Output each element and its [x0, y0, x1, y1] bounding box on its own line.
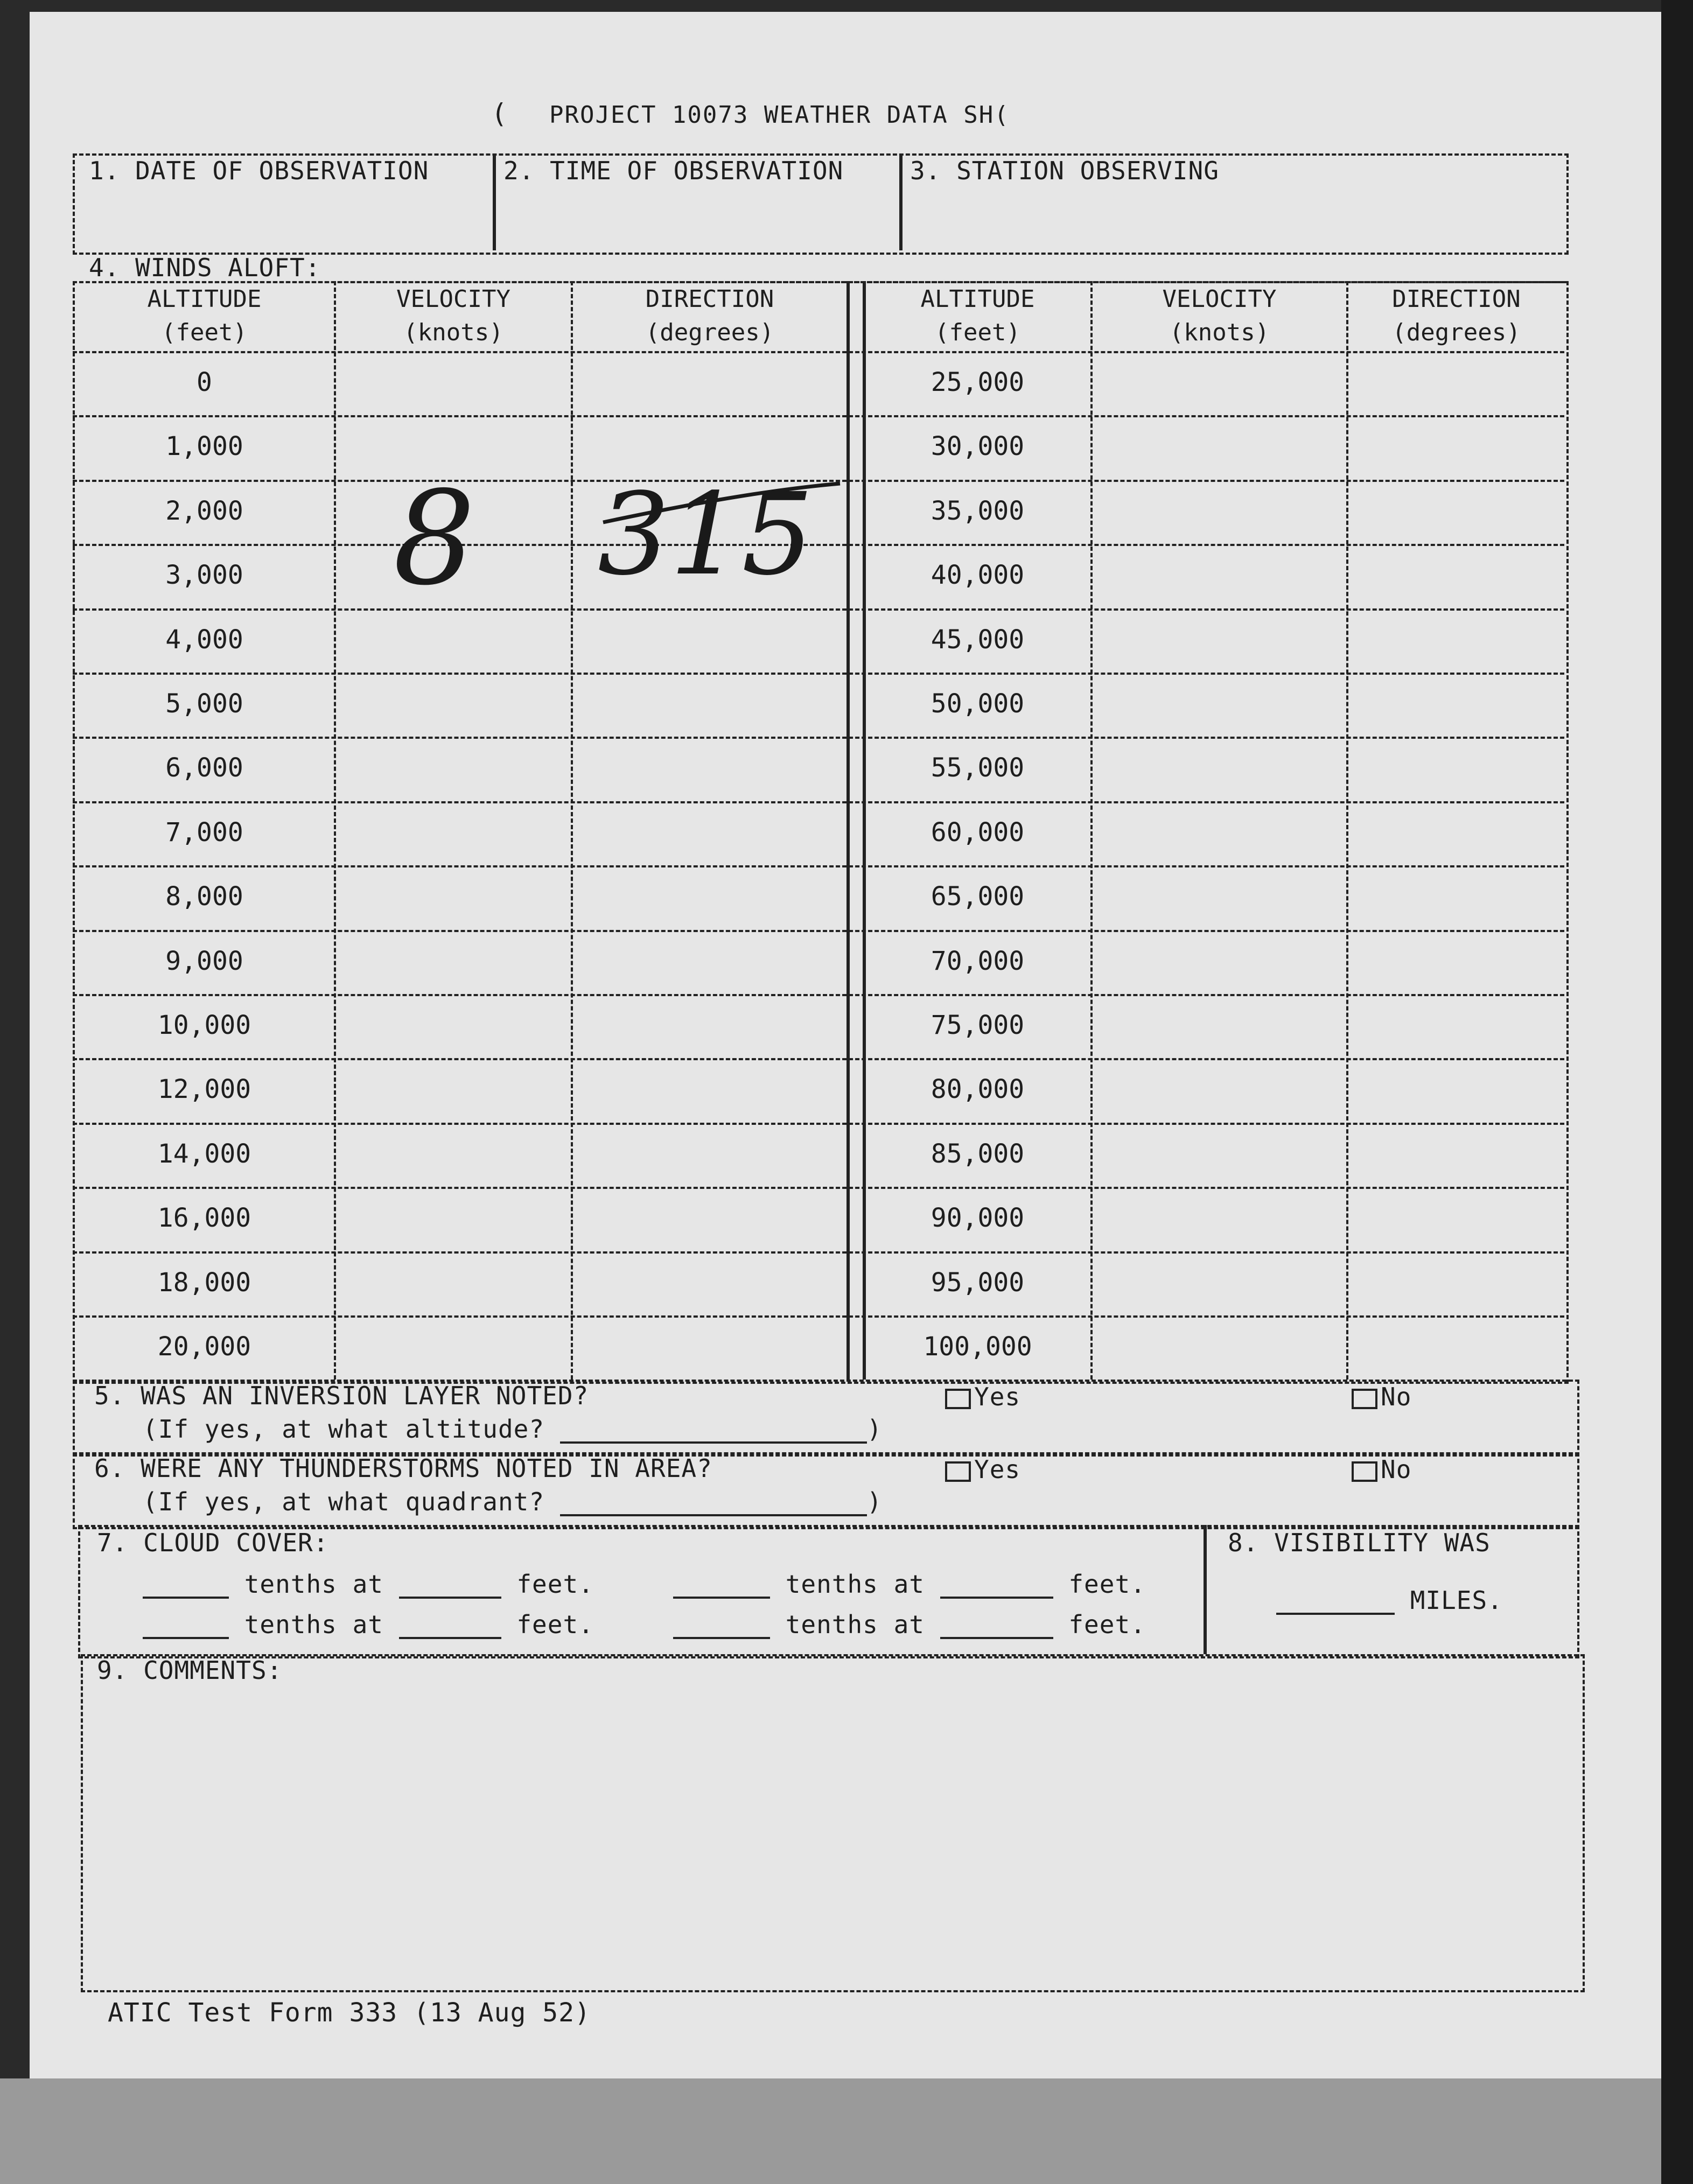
altitude-cell-right: 100,000 — [923, 1332, 1032, 1362]
altitude-cell-right: 95,000 — [931, 1267, 1025, 1298]
altitude-cell-left: 1,000 — [165, 431, 243, 462]
handwritten-stroke — [592, 474, 851, 533]
altitude-cell-left: 7,000 — [165, 817, 243, 848]
row-divider — [73, 673, 1564, 675]
row-divider — [73, 1187, 1564, 1189]
altitude-cell-left: 3,000 — [165, 560, 243, 591]
altitude-cell-right: 30,000 — [931, 431, 1025, 462]
cloud-tenths-blank[interactable] — [673, 1637, 770, 1639]
altitude-cell-left: 20,000 — [157, 1332, 251, 1362]
thunderstorm-question: 6. WERE ANY THUNDERSTORMS NOTED IN AREA? — [94, 1454, 712, 1483]
thunderstorm-quadrant-blank[interactable] — [560, 1514, 867, 1516]
page-title: PROJECT 10073 WEATHER DATA SH( — [549, 101, 1010, 129]
cloud-line-1b: tenths at feet. — [673, 1570, 1146, 1599]
visibility-label: 8. VISIBILITY WAS — [1228, 1528, 1491, 1557]
direction-underline-stroke — [603, 484, 840, 522]
header-direction-left: DIRECTION (degrees) — [645, 285, 774, 346]
altitude-cell-right: 55,000 — [931, 753, 1025, 783]
altitude-cell-right: 45,000 — [931, 624, 1025, 655]
altitude-cell-left: 6,000 — [165, 753, 243, 783]
inversion-yes[interactable]: Yes — [945, 1382, 1020, 1411]
altitude-cell-left: 4,000 — [165, 624, 243, 655]
cloud-tenths-blank[interactable] — [143, 1637, 229, 1639]
altitude-cell-left: 9,000 — [165, 946, 243, 976]
altitude-cell-right: 40,000 — [931, 560, 1025, 591]
handwritten-direction: 315 — [598, 468, 814, 600]
thunderstorm-followup: (If yes, at what quadrant? ) — [143, 1487, 883, 1516]
header-velocity-right: VELOCITY (knots) — [1162, 285, 1277, 346]
altitude-cell-left: 18,000 — [157, 1267, 251, 1298]
inversion-no[interactable]: No — [1352, 1382, 1411, 1411]
inversion-question: 5. WAS AN INVERSION LAYER NOTED? — [94, 1381, 589, 1410]
row-divider — [73, 1251, 1564, 1254]
header-direction-right: DIRECTION (degrees) — [1392, 285, 1521, 346]
row-divider — [73, 544, 1564, 546]
cloud-tenths-blank[interactable] — [143, 1597, 229, 1599]
altitude-cell-right: 65,000 — [931, 881, 1025, 912]
altitude-cell-left: 12,000 — [157, 1074, 251, 1105]
winds-aloft-label: 4. WINDS ALOFT: — [89, 253, 321, 282]
row-divider — [73, 930, 1564, 932]
thunderstorm-no[interactable]: No — [1352, 1455, 1411, 1484]
row-divider — [73, 415, 1564, 417]
cloud-cover-label: 7. CLOUD COVER: — [97, 1528, 329, 1557]
altitude-cell-right: 70,000 — [931, 946, 1025, 976]
comments-section[interactable] — [81, 1654, 1585, 1992]
altitude-cell-left: 16,000 — [157, 1203, 251, 1234]
comments-label: 9. COMMENTS: — [97, 1656, 283, 1685]
altitude-cell-right: 85,000 — [931, 1138, 1025, 1169]
time-of-observation-label: 2. TIME OF OBSERVATION — [503, 156, 844, 185]
checkbox-icon[interactable] — [945, 1461, 971, 1482]
form-footer: ATIC Test Form 333 (13 Aug 52) — [108, 1998, 591, 2028]
checkbox-icon[interactable] — [1352, 1389, 1377, 1409]
scan-margin — [1661, 0, 1693, 2184]
date-of-observation-label: 1. DATE OF OBSERVATION — [89, 156, 429, 185]
altitude-cell-right: 90,000 — [931, 1203, 1025, 1234]
altitude-cell-left: 5,000 — [165, 689, 243, 719]
altitude-cell-right: 25,000 — [931, 367, 1025, 397]
row-divider — [73, 737, 1564, 739]
cloud-feet-blank[interactable] — [940, 1597, 1053, 1599]
altitude-cell-left: 0 — [197, 367, 212, 397]
altitude-cell-right: 50,000 — [931, 689, 1025, 719]
cloud-feet-blank[interactable] — [940, 1637, 1053, 1639]
altitude-cell-right: 75,000 — [931, 1010, 1025, 1040]
cloud-line-2b: tenths at feet. — [673, 1610, 1146, 1639]
cloud-line-1a: tenths at feet. — [143, 1570, 594, 1599]
header-velocity-left: VELOCITY (knots) — [396, 285, 510, 346]
handwritten-velocity: 8 — [393, 463, 475, 614]
visibility-line: MILES. — [1276, 1586, 1503, 1615]
altitude-cell-left: 10,000 — [157, 1010, 251, 1040]
row-divider — [73, 1058, 1564, 1060]
altitude-cell-left: 2,000 — [165, 495, 243, 526]
altitude-cell-left: 8,000 — [165, 881, 243, 912]
header-altitude-right: ALTITUDE (feet) — [920, 285, 1035, 346]
cloud-feet-blank[interactable] — [399, 1597, 501, 1599]
header-altitude-left: ALTITUDE (feet) — [147, 285, 262, 346]
station-observing-label: 3. STATION OBSERVING — [910, 156, 1219, 185]
row-divider — [73, 608, 1564, 611]
row-divider — [73, 994, 1564, 996]
altitude-cell-right: 80,000 — [931, 1074, 1025, 1105]
inversion-followup: (If yes, at what altitude? ) — [143, 1415, 883, 1444]
title-paren: ( — [491, 98, 508, 129]
row-divider — [73, 865, 1564, 867]
visibility-miles-blank[interactable] — [1276, 1613, 1395, 1615]
row-divider — [73, 1123, 1564, 1125]
checkbox-icon[interactable] — [945, 1389, 971, 1409]
checkbox-icon[interactable] — [1352, 1461, 1377, 1482]
cloud-tenths-blank[interactable] — [673, 1597, 770, 1599]
thunderstorm-yes[interactable]: Yes — [945, 1455, 1020, 1484]
altitude-cell-left: 14,000 — [157, 1138, 251, 1169]
cloud-feet-blank[interactable] — [399, 1637, 501, 1639]
inversion-altitude-blank[interactable] — [560, 1441, 867, 1444]
row-divider — [73, 1315, 1564, 1318]
cloud-line-2a: tenths at feet. — [143, 1610, 594, 1639]
altitude-cell-right: 60,000 — [931, 817, 1025, 848]
row-divider — [73, 801, 1564, 803]
scan-edge — [0, 2078, 1693, 2184]
altitude-cell-right: 35,000 — [931, 495, 1025, 526]
